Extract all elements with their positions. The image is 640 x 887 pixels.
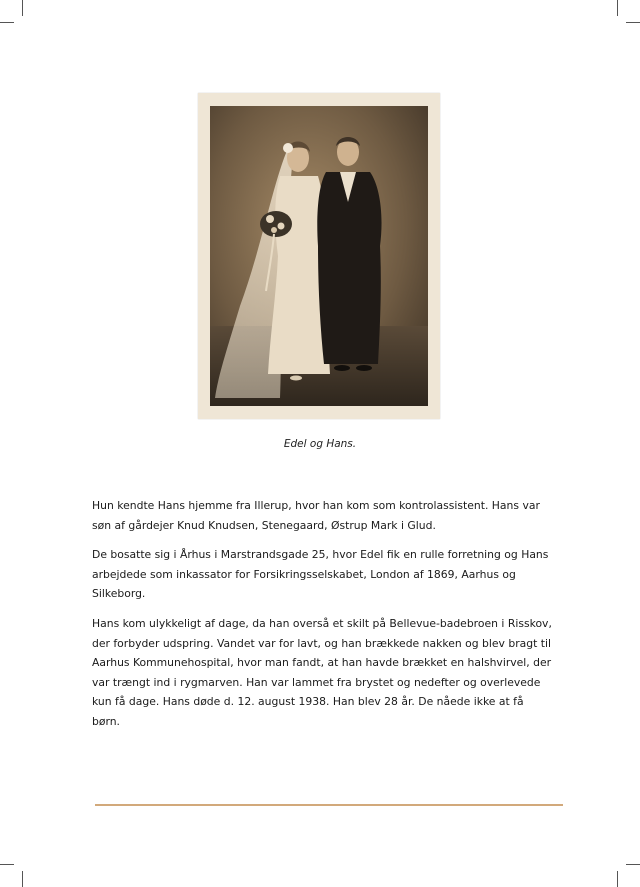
crop-mark-bottom-right [617, 871, 618, 887]
crop-mark-bottom-right [626, 864, 640, 865]
crop-mark-bottom-left [22, 871, 23, 887]
crop-mark-top-left [22, 0, 23, 16]
crop-mark-top-right [626, 22, 640, 23]
photo-caption: Edel og Hans. [283, 438, 357, 450]
paragraph: De bosatte sig i Århus i Marstrandsgade 25, hvor Edel fik en rulle forretning og Hans arbejdede som inkassator for Forsikringsselskabet, London af 1869, Aarhus og Silkeborg. [92, 548, 549, 601]
body-text [92, 496, 554, 742]
paragraph: Hans kom ulykkeligt af dage, da han overså et skilt på Bellevue-badebroen i Risskov, der forbyder udspring. Vandet var for lavt, og han brækkede nakken og blev bragt til Aarhus Kommunehospital, hvor man fandt, at han havde brækket en halshvirvel, der var trængt ind i rygmarven. Han var lammet fra brystet og nedefter og overlevede kun få dage. Hans døde d. 12. august 1938. Han blev 28 år. De nåede ikke at få børn. [92, 616, 552, 728]
wedding-photo [198, 93, 440, 419]
crop-mark-top-right [617, 0, 618, 16]
footer-rule [95, 804, 563, 806]
crop-mark-bottom-left [0, 864, 14, 865]
wedding-photo-icon [210, 106, 428, 406]
crop-mark-top-left [0, 22, 14, 23]
paragraph: Hun kendte Hans hjemme fra Illerup, hvor han kom som kontrolassistent. Hans var søn af gårdejer Knud Knudsen, Stenegaard, Østrup Mark i Glud. [92, 499, 540, 532]
